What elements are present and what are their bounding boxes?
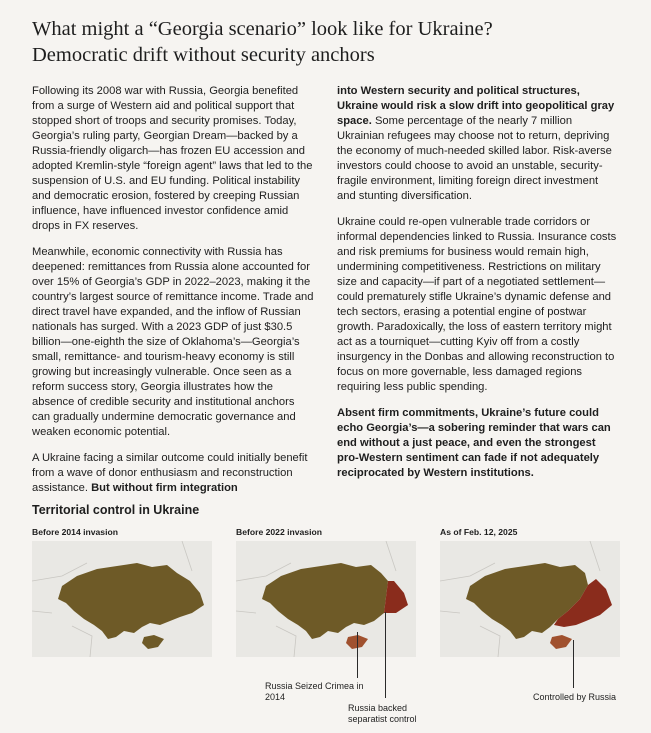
controlled-leader-line <box>573 640 574 688</box>
right-paragraph-2: Ukraine could re-open vulnerable trade corridors or informal dependencies linked to Russia. Insurance costs and risk premiums for business would remain high, undermining competitiveness. Restrictions on military size and capacity—if part of a negotiated settlement—could prematurely stifle Ukraine’s dynamic defense and tech sectors, erasing a potential engine of postwar growth. Paradoxically, the loss of eastern territory might act as a tourniquet—cutting Kyiv off from a costly insurgency in the Donbas and allowing reconstruction to focus on more governable, less damaged regions requiring less public spending. <box>337 216 617 393</box>
right-paragraph-3 <box>337 406 619 481</box>
map-2025 <box>440 541 620 657</box>
crimea-annotation: Russia Seized Crimea in 2014 <box>265 681 364 702</box>
title-line-2: Democratic drift without security anchors <box>32 44 375 66</box>
map-label-2022: Before 2022 invasion <box>236 527 322 537</box>
map-2022 <box>236 541 416 657</box>
right-paragraph-3-bold: Absent firm commitments, Ukraine’s future could echo Georgia’s—a sobering reminder that wars can end without a just peace, and even the strongest pro-Western sentiment can fade if not adequately reciprocated by Western institutions. <box>337 407 611 479</box>
ukraine-territory <box>466 563 588 639</box>
right-paragraph-1-bold: into Western security and political structures, Ukraine would risk a slow drift into geopolitical gray space. <box>337 85 615 127</box>
map-label-2025: As of Feb. 12, 2025 <box>440 527 518 537</box>
separatist-territory <box>384 581 408 613</box>
map-panel-2022 <box>236 527 416 657</box>
crimea-leader-line <box>357 632 358 678</box>
article-title <box>32 16 632 68</box>
left-paragraph-1: Following its 2008 war with Russia, Georgia benefited from a surge of Western aid and political support that stopped short of troops and security promises. Today, Georgia’s ruling party, Georgian Dream—backed by a Russia-friendly oligarch—has frozen EU accession and adopted Kremlin-style “foreign agent” laws that led to the suspension of U.S. and EU funding. Political instability and democratic erosion, fostered by creeping Russian influence, have influenced investor confidence amid drops in FX reserves. <box>32 85 313 232</box>
map-2014 <box>32 541 212 657</box>
crimea-territory <box>550 635 572 649</box>
maps-section-title: Territorial control in Ukraine <box>32 503 200 517</box>
separatist-annotation: Russia backed separatist control <box>348 703 417 724</box>
crimea-territory <box>142 635 164 649</box>
map-panel-2014 <box>32 527 212 657</box>
ukraine-territory <box>262 563 388 639</box>
left-paragraph-3-text: A Ukraine facing a similar outcome could initially benefit from a wave of donor enthusiasm and reconstruction assistance. <box>32 452 308 494</box>
right-paragraph-1 <box>337 84 619 204</box>
left-paragraph-3 <box>32 451 314 496</box>
separatist-leader-line <box>385 612 386 698</box>
title-line-1: What might a “Georgia scenario” look like for Ukraine? <box>32 18 493 40</box>
map-label-2014: Before 2014 invasion <box>32 527 118 537</box>
right-column <box>337 84 619 492</box>
left-paragraph-3-bold: But without firm integration <box>91 482 238 494</box>
controlled-annotation: Controlled by Russia <box>533 692 617 702</box>
ukraine-territory <box>58 563 204 639</box>
left-paragraph-2: Meanwhile, economic connectivity with Russia has deepened: remittances from Russia alone accounted for over 15% of Georgia’s GDP in 2022–2023, making it the country’s largest source of remittance income. Trade and direct travel have expanded, and the inflow of Russian nationals has surged. With a 2023 GDP of just $30.5 billion—one-eighth the size of Oklahoma’s—Georgia’s small, remittance- and tourism-heavy economy is still growing but increasingly vulnerable. Once seen as a reform success story, Georgia illustrates how the absence of credible security and institutional anchors can gradually undermine democratic governance and weaken economic potential. <box>32 246 314 438</box>
map-panel-2025 <box>440 527 620 657</box>
right-paragraph-1-text: Some percentage of the nearly 7 million Ukrainian refugees may choose not to return, depriving the economy of much-needed skilled labor. Risk-averse investors could choose to avoid an unstable, security-fragile environment, limiting foreign direct investment and stunting diversification. <box>337 115 612 202</box>
left-column <box>32 84 314 507</box>
